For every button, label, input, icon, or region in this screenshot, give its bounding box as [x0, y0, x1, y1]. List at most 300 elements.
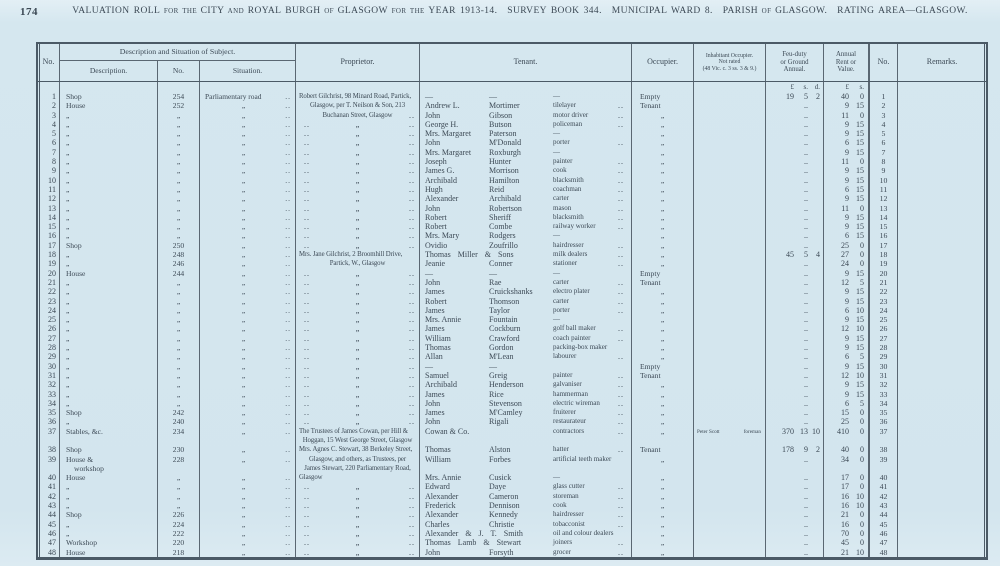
street-number-cell: 248: [158, 250, 200, 259]
remarks-cell: [898, 343, 986, 352]
rent-shillings: 10: [856, 305, 864, 315]
situation-ditto-dots: ..: [285, 324, 291, 334]
tenant-occupation: milk dealers: [553, 250, 588, 259]
street-number-cell: „: [158, 297, 200, 306]
tenant-cell: [420, 362, 632, 371]
rent-pounds: 25: [841, 417, 849, 427]
proprietor-ditto-dots-right: ..: [409, 203, 415, 213]
tenant-columns: [420, 176, 631, 185]
situation-cell: [200, 352, 296, 361]
tenant-ditto-dots: ..: [618, 482, 624, 492]
title-segment-14: RATING AREA—GLASGOW.: [827, 6, 968, 16]
tenant-columns: [420, 231, 631, 240]
tenant-columns: [420, 482, 631, 491]
occupier-text: „: [660, 296, 665, 306]
tenant-forename: Mrs. Annie: [425, 473, 461, 483]
row-number-cell: 10: [38, 176, 60, 185]
row-number-cell: 31: [38, 371, 60, 380]
occupier-text: „: [660, 333, 665, 343]
tenant-ditto-dots: ..: [618, 184, 624, 194]
situation-cell: [200, 343, 296, 352]
tenant-forename: John: [425, 138, 441, 148]
annual-rent-money: [824, 380, 868, 389]
proprietor-ditto-dots-right: ..: [409, 510, 415, 520]
proprietor-cell: [296, 510, 420, 519]
occupier-text: „: [660, 547, 665, 557]
tenant-surname: Taylor: [489, 305, 510, 315]
feu-duty-cell: [766, 231, 824, 240]
feu-pounds: [774, 129, 794, 138]
row-number-right-cell: 25: [870, 315, 898, 324]
tenant-surname: Gibson: [489, 110, 513, 120]
situation-ditto-dots: ..: [285, 482, 291, 492]
occupier-cell: [632, 455, 694, 474]
tenant-occupation: carter: [553, 194, 569, 203]
feu-pounds: [774, 399, 794, 408]
occupier-text: „: [660, 231, 665, 241]
occupier-text: „: [660, 482, 665, 492]
tenant-ditto-dots: [618, 315, 631, 324]
rent-pounds: 6: [845, 138, 849, 148]
rent-pounds: 45: [841, 538, 849, 548]
inhabitant-occupier-cell: [694, 111, 766, 120]
row-number-cell: 21: [38, 278, 60, 287]
feu-duty-cell: [766, 306, 824, 315]
proprietor-cell: [296, 259, 420, 268]
feu-duty-cell: [766, 259, 824, 268]
tenant-ditto-dots: ..: [618, 408, 624, 418]
annual-rent-money: [824, 306, 868, 315]
feu-duty-cell: [766, 138, 824, 147]
annual-rent-cell: [824, 427, 870, 446]
feu-duty-cell: [766, 492, 824, 501]
feu-duty-cell: [766, 510, 824, 519]
situation-cell: [200, 259, 296, 268]
situation-text: „: [241, 147, 246, 157]
proprietor-ditto-mark: „: [355, 510, 360, 520]
tenant-cell: [420, 278, 632, 287]
rent-pounds: 9: [845, 333, 849, 343]
description-text: „: [66, 491, 70, 501]
annual-rent-cell: [824, 362, 870, 371]
col-header-no-right: No.: [870, 44, 898, 81]
table-row: [38, 417, 986, 426]
rent-shillings: 15: [856, 268, 864, 278]
feu-pounds: [774, 306, 794, 315]
rent-shillings: 15: [856, 119, 864, 129]
row-number-cell: 44: [38, 510, 60, 519]
row-number-cell: 17: [38, 241, 60, 250]
table-row: [38, 324, 986, 333]
proprietor-ditto-mark: „: [355, 370, 360, 380]
table-row: [38, 473, 986, 482]
inhabitant-occupier-cell: [694, 287, 766, 296]
feu-pounds: [774, 157, 794, 166]
street-number-cell: „: [158, 213, 200, 222]
annual-rent-money: [824, 111, 868, 120]
rent-shillings: 0: [860, 408, 864, 418]
inhabitant-occupier-cell: [694, 473, 766, 482]
occupier-cell: [632, 278, 694, 287]
tenant-occupation: carter: [553, 277, 569, 286]
tenant-columns: [420, 408, 631, 417]
description-cell: [60, 297, 158, 306]
situation-ditto-dots: ..: [285, 240, 291, 250]
proprietor-ditto-dots-left: ..: [304, 417, 310, 427]
occupier-text: „: [660, 519, 665, 529]
tenant-forename: Charles: [425, 519, 450, 529]
occupier-text: „: [660, 175, 665, 185]
proprietor-ditto-mark: „: [355, 194, 360, 204]
row-number-right-cell: 45: [870, 520, 898, 529]
tenant-cell: [420, 445, 632, 454]
proprietor-ditto-dots-right: ..: [409, 538, 415, 548]
proprietor-cell: [296, 520, 420, 529]
table-row: [38, 166, 986, 175]
feu-duty-money: [766, 138, 823, 147]
feu-pence: [808, 538, 823, 547]
occupier-cell: [632, 324, 694, 333]
description-cell: [60, 380, 158, 389]
feu-ditto-dots: ..: [804, 491, 808, 501]
feu-pence: [808, 157, 823, 166]
situation-text: „: [241, 212, 246, 222]
proprietor-cell: [296, 529, 420, 538]
feu-duty-money: [766, 390, 823, 399]
feu-duty-cell: [766, 445, 824, 454]
table-row: [38, 176, 986, 185]
description-cell: [60, 250, 158, 259]
tenant-ditto-dots: ..: [618, 250, 624, 260]
rent-pounds: 9: [845, 389, 849, 399]
feu-pence: [808, 455, 823, 464]
row-number-right-cell: 10: [870, 176, 898, 185]
annual-rent-money: [824, 501, 868, 510]
description-text: Shop: [66, 240, 82, 250]
annual-rent-money: [824, 371, 868, 380]
rent-pounds: 12: [841, 277, 849, 287]
feu-ditto-dots: ..: [804, 101, 808, 111]
street-number-cell: „: [158, 324, 200, 333]
situation-cell: [200, 529, 296, 538]
row-number-cell: 22: [38, 287, 60, 296]
rent-pounds: 9: [845, 296, 849, 306]
occupier-cell: [632, 529, 694, 538]
proprietor-cell: [296, 334, 420, 343]
proprietor-ditto-dots-right: ..: [409, 157, 415, 167]
tenant-occupation: porter: [553, 138, 570, 147]
tenant-forename: James: [425, 287, 445, 297]
table-row: [38, 455, 986, 474]
proprietor-ditto-dots-left: ..: [304, 268, 310, 278]
situation-cell: [200, 371, 296, 380]
rent-shillings: 0: [860, 510, 864, 520]
feu-pounds: [774, 138, 794, 147]
tenant-occupation: golf ball maker: [553, 324, 596, 333]
proprietor-ditto-mark: „: [355, 287, 360, 297]
remarks-cell: [898, 259, 986, 268]
tenant-cell: [420, 101, 632, 110]
inhabitant-occupier-cell: [694, 417, 766, 426]
rent-pounds: 9: [845, 287, 849, 297]
situation-ditto-dots: ..: [285, 212, 291, 222]
row-number-cell: 39: [38, 455, 60, 474]
description-cell: [60, 315, 158, 324]
feu-duty-cell: [766, 343, 824, 352]
situation-cell: [200, 417, 296, 426]
inhabitant-occupier-cell: [694, 352, 766, 361]
proprietor-ditto-dots-right: ..: [409, 296, 415, 306]
proprietor-ditto-dots-left: ..: [304, 222, 310, 232]
description-text: „: [66, 231, 70, 241]
valuation-roll-table: [36, 42, 988, 560]
rent-pounds: 9: [845, 222, 849, 232]
proprietor-ditto-dots-right: ..: [409, 268, 415, 278]
occupier-cell: [632, 362, 694, 371]
occupier-text: „: [660, 417, 665, 427]
inhabitant-occupier-role: foreman: [743, 428, 761, 435]
feu-pence: [808, 278, 823, 287]
feu-duty-money: [766, 538, 823, 547]
proprietor-ditto-dots-right: ..: [409, 370, 415, 380]
inhabitant-occupier-cell: [694, 371, 766, 380]
description-cell: [60, 371, 158, 380]
proprietor-cell: [296, 343, 420, 352]
situation-cell: [200, 241, 296, 250]
remarks-cell: [898, 380, 986, 389]
feu-pounds: [774, 538, 794, 547]
feu-ditto-dots: ..: [804, 473, 808, 483]
table-row: [38, 111, 986, 120]
feu-duty-money: [766, 501, 823, 510]
tenant-ditto-dots: ..: [618, 194, 624, 204]
tenant-forename: Joseph: [425, 157, 447, 167]
feu-pounds: [774, 194, 794, 203]
row-number-right-cell: 16: [870, 231, 898, 240]
annual-rent-money: [824, 538, 868, 547]
proprietor-cell: [296, 538, 420, 547]
row-number-cell: 23: [38, 297, 60, 306]
occupier-cell: [632, 194, 694, 203]
situation-ditto-dots: ..: [285, 222, 291, 232]
tenant-surname: M'Camley: [489, 408, 523, 418]
tenant-occupation: hatter: [553, 445, 569, 454]
inhabitant-occupier-cell: [694, 241, 766, 250]
tenant-surname: Conner: [489, 259, 513, 269]
feu-duty-cell: [766, 352, 824, 361]
rent-shillings: 0: [860, 250, 864, 260]
row-number-cell: 28: [38, 343, 60, 352]
feu-duty-money: [766, 520, 823, 529]
tenant-forename: —: [425, 92, 433, 101]
occupier-text: „: [660, 110, 665, 120]
proprietor-cell: [296, 380, 420, 389]
feu-duty-cell: [766, 92, 824, 101]
feu-duty-cell: [766, 417, 824, 426]
left-double-rule: [39, 44, 40, 557]
inhabitant-occupier-cell: [694, 315, 766, 324]
row-number-right-cell: 31: [870, 371, 898, 380]
rent-shillings: 10: [856, 547, 864, 557]
feu-pence: [808, 371, 823, 380]
title-segment-7: FOR THE: [387, 7, 429, 15]
proprietor-ditto-dots-right: ..: [409, 491, 415, 501]
table-row: [38, 520, 986, 529]
tenant-ditto-dots: ..: [618, 305, 624, 315]
tenant-surname: Butson: [489, 119, 512, 129]
annual-rent-cell: [824, 315, 870, 324]
description-text: „: [66, 528, 70, 538]
table-row: [38, 194, 986, 203]
feu-duty-money: [766, 222, 823, 231]
annual-rent-cell: [824, 194, 870, 203]
remarks-cell: [898, 213, 986, 222]
situation-cell: [200, 101, 296, 110]
situation-text: Parliamentary road: [205, 92, 262, 101]
annual-rent-cell: [824, 510, 870, 519]
situation-text: „: [241, 175, 246, 185]
feu-duty-cell: [766, 482, 824, 491]
inhabitant-occupier-cell: [694, 334, 766, 343]
tenant-forename: Samuel: [425, 370, 449, 380]
occupier-text: „: [660, 408, 665, 418]
tenant-cell: [420, 92, 632, 101]
occupier-text: „: [660, 184, 665, 194]
row-number-right-cell: 33: [870, 390, 898, 399]
tenant-occupation: galvaniser: [553, 380, 582, 389]
description-text: „: [66, 305, 70, 315]
feu-duty-cell: [766, 408, 824, 417]
situation-text: „: [241, 445, 246, 455]
tenant-cell: [420, 194, 632, 203]
occupier-text: „: [660, 129, 665, 139]
description-text: Shop: [66, 445, 82, 455]
feu-pounds: [774, 408, 794, 417]
proprietor-ditto-dots-left: ..: [304, 231, 310, 241]
inhabitant-occupier-cell: [694, 390, 766, 399]
tenant-ditto-dots: ..: [618, 138, 624, 148]
occupier-cell: [632, 473, 694, 482]
tenant-forename: Archibald: [425, 380, 457, 390]
row-number-right-cell: 19: [870, 259, 898, 268]
tenant-occupation: —: [553, 268, 560, 277]
feu-duty-money: [766, 306, 823, 315]
occupier-text: „: [660, 138, 665, 148]
tenant-cell: [420, 492, 632, 501]
street-number-cell: „: [158, 166, 200, 175]
tenant-columns: [420, 445, 631, 454]
feu-pounds: [774, 510, 794, 519]
situation-text: „: [241, 194, 246, 204]
tenant-cell: [420, 222, 632, 231]
feu-ditto-dots: ..: [804, 240, 808, 250]
tenant-occupation: packing-box maker: [553, 343, 608, 352]
feu-ditto-dots: ..: [804, 231, 808, 241]
rent-pounds: 6: [845, 305, 849, 315]
row-number-cell: 2: [38, 101, 60, 110]
feu-pence: [808, 399, 823, 408]
proprietor-ditto-dots-left: ..: [304, 528, 310, 538]
row-number-cell: 30: [38, 362, 60, 371]
tenant-columns: [420, 194, 631, 203]
occupier-cell: [632, 259, 694, 268]
tenant-columns: [420, 380, 631, 389]
occupier-text: „: [660, 240, 665, 250]
feu-pounds: [774, 352, 794, 361]
row-number-right-cell: 43: [870, 501, 898, 510]
table-row: [38, 287, 986, 296]
tenant-occupation: blacksmith: [553, 212, 584, 221]
annual-rent-cell: [824, 371, 870, 380]
rent-pounds: 6: [845, 231, 849, 241]
proprietor-text-line: Glasgow, per T. Neilson & Son, 213: [309, 102, 406, 110]
occupier-cell: [632, 287, 694, 296]
table-row: [38, 185, 986, 194]
annual-rent-money: [824, 343, 868, 352]
occupier-text: „: [660, 287, 665, 297]
tenant-columns: [420, 455, 631, 464]
occupier-text: „: [660, 352, 665, 362]
row-number-cell: 33: [38, 390, 60, 399]
annual-rent-money: [824, 399, 868, 408]
table-row: [38, 482, 986, 491]
situation-cell: [200, 166, 296, 175]
street-number-cell: „: [158, 204, 200, 213]
proprietor-ditto-dots-right: ..: [409, 175, 415, 185]
inhabitant-occupier-cell: [694, 204, 766, 213]
street-number-cell: „: [158, 129, 200, 138]
proprietor-cell: [296, 473, 420, 482]
proprietor-text-line: Mrs. Jane Gilchrist, 2 Broomhill Drive,: [299, 251, 403, 259]
tenant-cell: [420, 138, 632, 147]
tenant-surname: Cockburn: [489, 324, 521, 334]
title-segment-9: SURVEY BOOK 344.: [497, 6, 602, 16]
occupier-text: Tenant: [640, 101, 661, 111]
feu-duty-money: [766, 157, 823, 166]
remarks-cell: [898, 231, 986, 240]
remarks-cell: [898, 538, 986, 547]
feu-duty-money: [766, 297, 823, 306]
tenant-columns: [420, 287, 631, 296]
situation-cell: [200, 510, 296, 519]
rent-pounds: 9: [845, 101, 849, 111]
feu-duty-cell: [766, 520, 824, 529]
tenant-ditto-dots: ..: [618, 287, 624, 297]
proprietor-ditto-dots-right: ..: [409, 501, 415, 511]
feu-pence: [808, 120, 823, 129]
tenant-cell: [420, 510, 632, 519]
situation-cell: [200, 129, 296, 138]
tenant-columns: [420, 352, 631, 361]
annual-rent-money: [824, 390, 868, 399]
situation-text: „: [241, 519, 246, 529]
situation-text: „: [241, 268, 246, 278]
occupier-text: Tenant: [640, 370, 661, 380]
row-number-right-cell: 7: [870, 148, 898, 157]
street-number-cell: „: [158, 390, 200, 399]
feu-pounds: [774, 166, 794, 175]
situation-text: „: [241, 370, 246, 380]
situation-text: „: [241, 287, 246, 297]
description-text: „: [66, 166, 70, 176]
feu-shillings: 5: [804, 92, 808, 101]
annual-rent-cell: [824, 297, 870, 306]
feu-ditto-dots: ..: [804, 538, 808, 548]
proprietor-ditto-dots-left: ..: [304, 157, 310, 167]
proprietor-ditto-dots-left: ..: [304, 119, 310, 129]
proprietor-ditto-mark: „: [355, 184, 360, 194]
feu-duty-money: [766, 371, 823, 380]
